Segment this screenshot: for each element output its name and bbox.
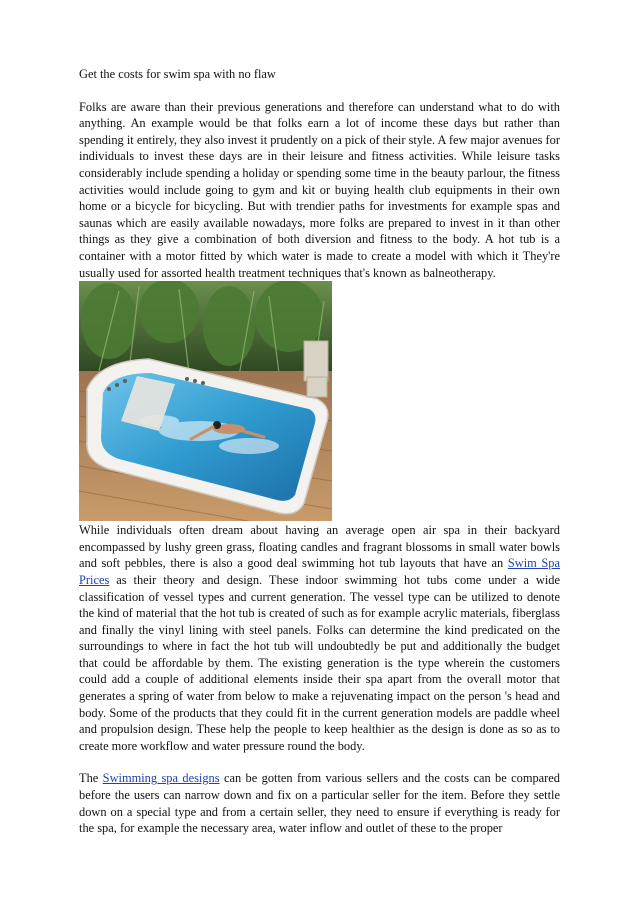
swimming-spa-designs-link[interactable]: Swimming spa designs xyxy=(102,771,220,786)
paragraph-designs-text-1: The xyxy=(79,771,103,786)
paragraph-intro: Folks are aware than their previous generations and therefore can understand what to do with anything. An example would be that folks earn a lot of income these days but rather than spending it entirely, they also invest it prudently on a pick of their style. A few major avenues for individuals to invest these days are in their leisure and fitness activities. While leisure tasks considerably include spending a holiday or spending some time in the beauty parlour, the fitness activities would include going to gym and kit or buying health club equipments in their own home or a bicycle for bicycling. But with trendier paths for investments for example spas and saunas which are easily available nowadays, more folks are prepared to invest in it than other things as they give a combination of both diversion and fitness to the body. A hot tub is a container with a motor fitted by which water is made to create a model with which it They're usually used for assorted health treatment techniques that's known as balneotherapy. xyxy=(79,99,560,280)
paragraph-designs xyxy=(79,770,560,836)
swim-spa-photo xyxy=(79,281,332,521)
paragraph-indoor-spas-text-1: While individuals often dream about having an average open air spa in their backyard encompassed by lushy green grass, floating candles and fragrant blossoms in small water bowls and soft pebbles, there is also a good deal swimming hot tub layouts that have an xyxy=(79,523,560,571)
swim-spa-prices-link[interactable]: Swim Spa Prices xyxy=(79,556,560,587)
document-page xyxy=(79,66,560,837)
paragraph-designs-text-2: can be gotten from various sellers and the costs can be compared before the users can narrow down and fix on a particular seller for the item. Before they settle down on a special type and from a certain seller, they need to ensure if everything is ready for the spa, for example the necessary area, water inflow and outlet of these to the proper xyxy=(79,771,560,836)
paragraph-indoor-spas-text-2: as their theory and design. These indoor swimming hot tubs come under a wide classification of vessel types and current generation. The vessel type can be utilized to denote the kind of material that the hot tub is created of such as for example acrylic materials, fiberglass and finally the vinyl lining with steel panels. Folks can determine the kind predicated on the surroundings to where in fact the hot tub will undoubtedly be put and additionally the budget that could be affordable by them. The existing generation is the type wherein the customers could add a couple of additional elements inside their spa apart from the overall motor that generates a spring of water from below to make a rejuvenating impact on the person 's head and body. Some of the products that they could fit in the current generation models are paddle wheel and propulsion design. These help the people to keep healthier as the design is done as so as to create more workflow and water pressure round the body. xyxy=(79,572,560,753)
paragraph-indoor-spas xyxy=(79,522,560,754)
document-title: Get the costs for swim spa with no flaw xyxy=(79,67,276,81)
